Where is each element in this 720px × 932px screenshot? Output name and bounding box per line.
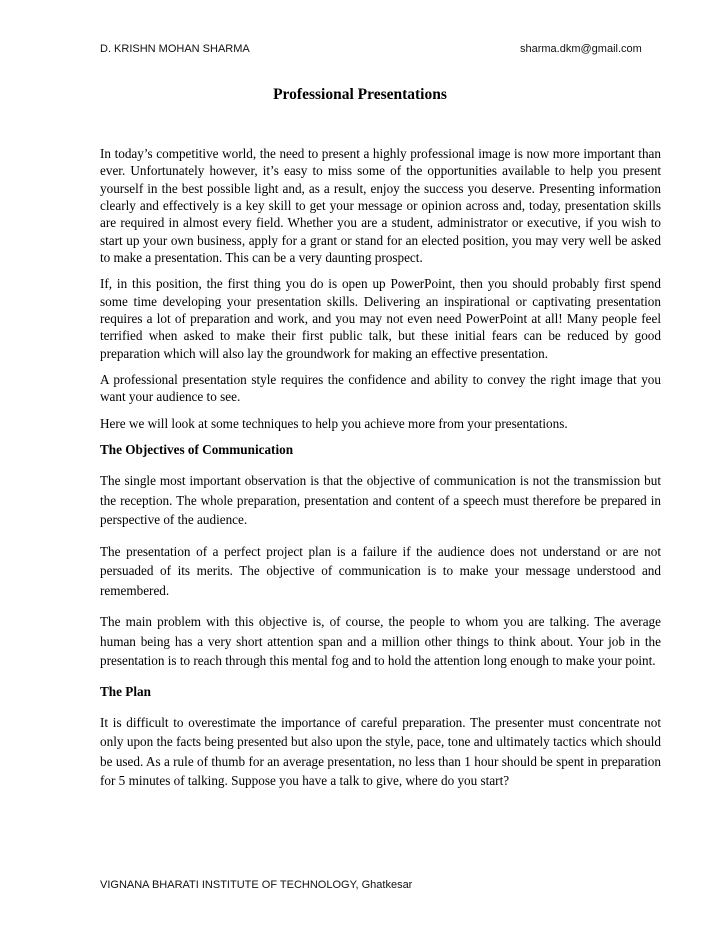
paragraph-intro-3: A professional presentation style requires the confidence and ability to convey the right image that you want your audience to see. xyxy=(100,372,661,405)
paragraph-plan-1: It is difficult to overestimate the importance of careful preparation. The presenter must concentrate not only upon the facts being presented but also upon the style, pace, tone and ultimately tactics which should be used. As a rule of thumb for an average presentation, no less than 1 hour should be spent in preparation for 5 minutes of talking. Suppose you have a talk to give, where do you start? xyxy=(100,714,661,789)
paragraph-intro-2: If, in this position, the first thing you do is open up PowerPoint, then you should probably first spend some time developing your presentation skills. Delivering an inspirational or captivating presentation requires a lot of preparation and work, and you may not even need PowerPoint at all! Many people feel terrified when asked to make their first public talk, but these initial fears can be reduced by good preparation which will also lay the groundwork for making an effective presentation. xyxy=(100,276,661,361)
document-body xyxy=(100,145,661,803)
heading-plan: The Plan xyxy=(100,683,151,699)
paragraph-objectives-1: The single most important observation is that the objective of communication is not the transmission but the reception. The whole preparation, presentation and content of a speech must therefore be prepared in perspective of the audience. xyxy=(100,473,661,528)
header-author: D. KRISHN MOHAN SHARMA xyxy=(100,43,250,55)
paragraph-intro-1: In today’s competitive world, the need to present a highly professional image is now more important than ever. Unfortunately however, it’s easy to miss some of the opportunities available to help you present yourself in the best possible light and, as a result, enjoy the success you deserve. Presenting information clearly and effectively is a key skill to get your message or opinion across and, today, presentation skills are required in almost every field. Whether you are a student, administrator or executive, if you wish to start up your own business, apply for a grant or stand for an elected position, you may very well be asked to make a presentation. This can be a very daunting prospect. xyxy=(100,146,661,266)
header-email: sharma.dkm@gmail.com xyxy=(520,43,642,55)
paragraph-objectives-2: The presentation of a perfect project plan is a failure if the audience does not understand or are not persuaded of its merits. The objective of communication is to make your message understood and remembered. xyxy=(100,543,661,598)
paragraph-objectives-3: The main problem with this objective is, of course, the people to whom you are talking. The average human being has a very short attention span and a million other things to think about. Your job in the presentation is to reach through this mental fog and to hold the attention long enough to make your point. xyxy=(100,614,661,669)
page-title: Professional Presentations xyxy=(273,86,447,103)
page-footer: VIGNANA BHARATI INSTITUTE OF TECHNOLOGY, Ghatkesar xyxy=(100,879,413,891)
heading-objectives: The Objectives of Communication xyxy=(100,442,294,458)
paragraph-intro-4: Here we will look at some techniques to help you achieve more from your presentations. xyxy=(100,415,568,431)
